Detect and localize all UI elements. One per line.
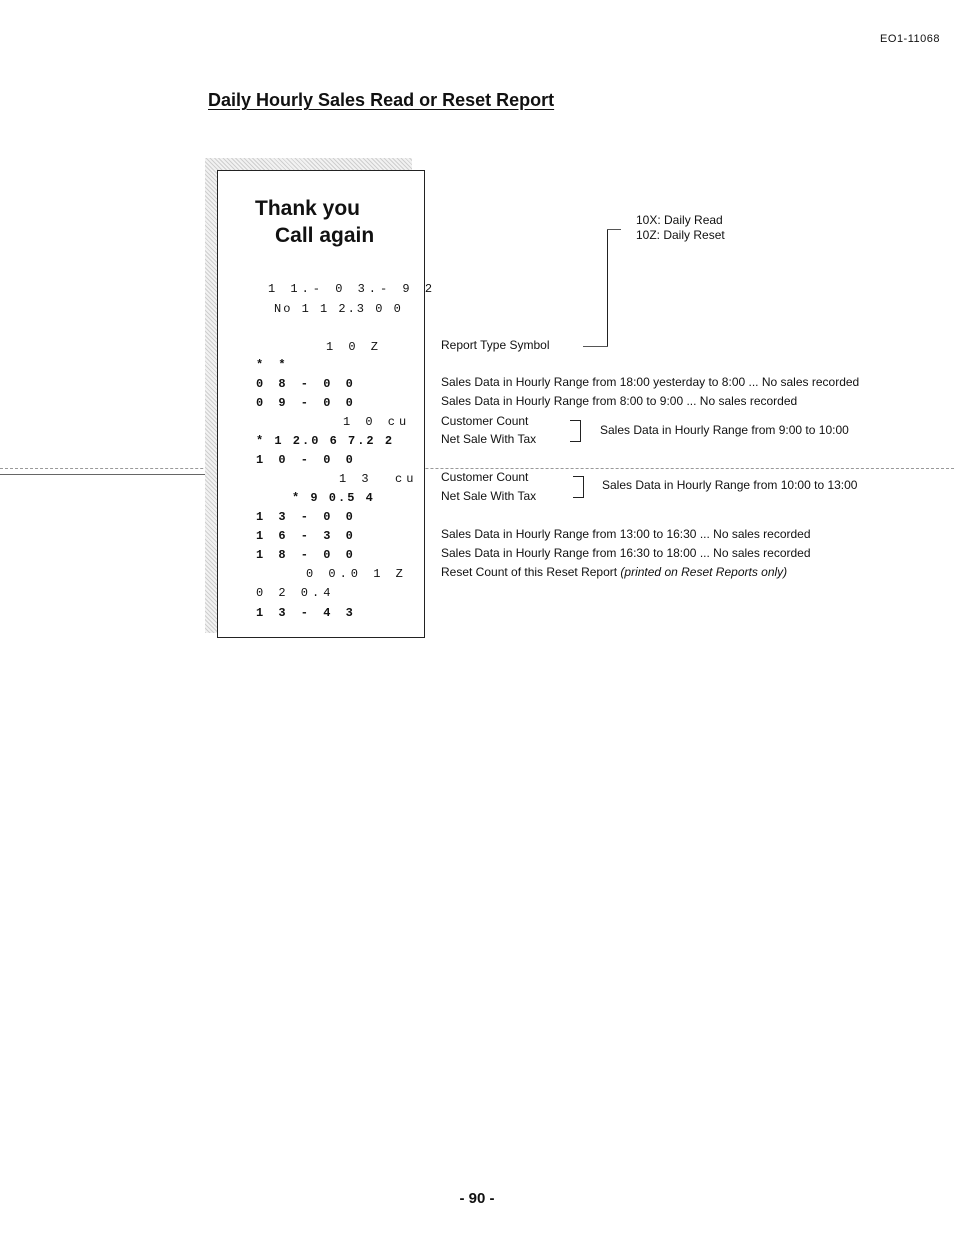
receipt-report-symbol: 1 0 Z [326,340,383,354]
receipt-hour-1300: 1 3 - 0 0 [256,510,357,524]
receipt-time: 1 3 - 4 3 [256,606,357,620]
fold-line-left [0,474,210,475]
fold-line [0,468,954,469]
receipt-stars: * * [256,358,290,372]
annotation-range-0900-1000: Sales Data in Hourly Range from 9:00 to 10:00 [600,423,849,437]
annotation-daily-read: 10X: Daily Read [636,213,723,227]
annotation-range-0800-0900: Sales Data in Hourly Range from 8:00 to 9:00 ... No sales recorded [441,394,798,408]
annotation-report-type: Report Type Symbol [441,338,550,352]
annotation-range-1630-1800: Sales Data in Hourly Range from 16:30 to 18:00 ... No sales recorded [441,546,811,560]
receipt-date: 1 1.- 0 3.- 9 2 [268,282,437,296]
receipt-hour-0900: 0 9 - 0 0 [256,396,357,410]
bracket-1 [570,420,581,442]
receipt-customer-count-2: 1 3 cu [339,472,418,486]
receipt-hour-0800: 0 8 - 0 0 [256,377,357,391]
receipt-number: No 1 1 2.3 0 0 [274,302,403,316]
annotation-range-1000-1300: Sales Data in Hourly Range from 10:00 to 13:00 [602,478,858,492]
annotation-reset-count-label: Reset Count of this Reset Report [441,565,621,579]
page-title: Daily Hourly Sales Read or Reset Report [208,90,555,110]
annotation-customer-count-2: Customer Count [441,470,529,484]
receipt-net-sale-1: * 1 2.0 6 7.2 2 [256,434,395,448]
receipt-line-1: 0 2 0.4 [256,586,335,600]
annotation-daily-reset: 10Z: Daily Reset [636,228,725,242]
annotation-range-1800-0800: Sales Data in Hourly Range from 18:00 yesterday to 8:00 ... No sales recorded [441,375,860,389]
receipt-hour-1000: 1 0 - 0 0 [256,453,357,467]
receipt [217,170,437,638]
report-type-connector-top [607,229,621,230]
receipt-hour-1630: 1 6 - 3 0 [256,529,357,543]
annotation-reset-count [441,565,787,579]
annotation-reset-count-note: (printed on Reset Reports only) [620,565,788,579]
receipt-thanks-line2: Call again [275,224,375,247]
annotation-net-sale-2: Net Sale With Tax [441,489,537,503]
annotation-net-sale-1: Net Sale With Tax [441,432,537,446]
report-type-connector [607,229,608,346]
document-id: EO1-11068 [880,33,940,45]
bracket-2 [573,476,584,498]
annotation-range-1300-1630: Sales Data in Hourly Range from 13:00 to 16:30 ... No sales recorded [441,527,811,541]
page-number: - 90 - [459,1190,495,1207]
receipt-reset-count: 0 0.0 1 Z [306,567,407,581]
receipt-customer-count-1: 1 0 cu [343,415,411,429]
receipt-hour-1800: 1 8 - 0 0 [256,548,357,562]
report-type-connector-bottom [583,346,608,347]
receipt-thanks-line1: Thank you [255,197,361,220]
receipt-net-sale-2: * 9 0.5 4 [292,491,375,505]
annotation-customer-count-1: Customer Count [441,414,529,428]
